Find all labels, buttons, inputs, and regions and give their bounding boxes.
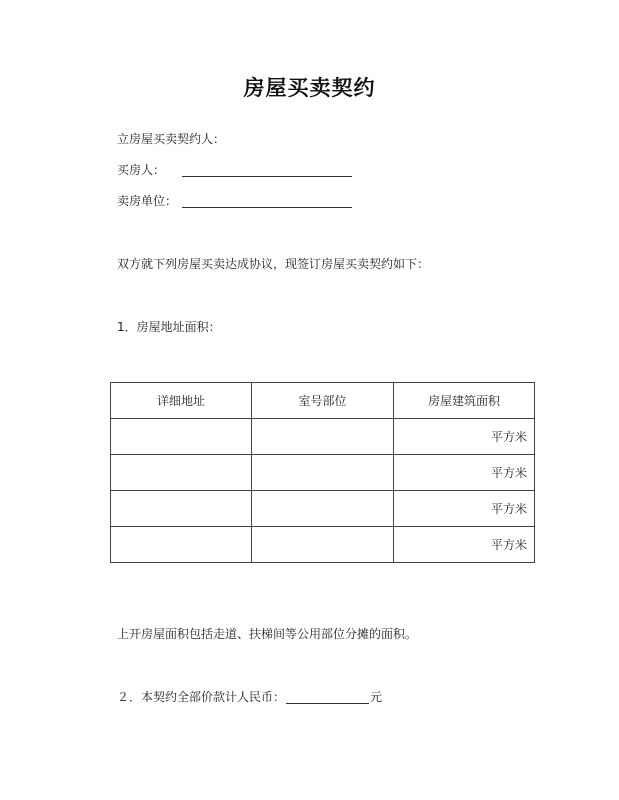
seller-label: 卖房单位： <box>117 194 178 208</box>
price-field[interactable] <box>286 703 369 704</box>
header-address: 详细地址 <box>111 383 252 419</box>
address-cell[interactable] <box>111 491 252 527</box>
table-row <box>111 455 535 491</box>
seller-field[interactable] <box>182 207 352 208</box>
buyer-field[interactable] <box>182 176 352 177</box>
section1-heading: 1．房屋地址面积： <box>117 320 221 334</box>
document-title: 房屋买卖契约 <box>243 76 376 100</box>
area-note: 上开房屋面积包括走道、扶梯间等公用部位分摊的面积。 <box>117 627 418 641</box>
header-room: 室号部位 <box>252 383 394 419</box>
buyer-label: 买房人： <box>117 163 166 177</box>
room-cell[interactable] <box>252 455 394 491</box>
property-area-table <box>110 382 535 563</box>
address-cell[interactable] <box>111 419 252 455</box>
area-cell[interactable]: 平方米 <box>394 491 535 527</box>
parties-heading: 立房屋买卖契约人： <box>117 132 226 146</box>
area-cell[interactable]: 平方米 <box>394 419 535 455</box>
header-area: 房屋建筑面积 <box>394 383 535 419</box>
agreement-intro: 双方就下列房屋买卖达成协议，现签订房屋买卖契约如下： <box>117 257 430 271</box>
table-header-row <box>111 383 535 419</box>
price-unit: 元 <box>370 690 383 704</box>
address-cell[interactable] <box>111 527 252 563</box>
address-cell[interactable] <box>111 455 252 491</box>
table-row <box>111 527 535 563</box>
table-row <box>111 491 535 527</box>
section2-label: ２．本契约全部价款计人民币： <box>117 690 286 704</box>
room-cell[interactable] <box>252 491 394 527</box>
area-cell[interactable]: 平方米 <box>394 527 535 563</box>
area-cell[interactable]: 平方米 <box>394 455 535 491</box>
room-cell[interactable] <box>252 527 394 563</box>
room-cell[interactable] <box>252 419 394 455</box>
table-row <box>111 419 535 455</box>
